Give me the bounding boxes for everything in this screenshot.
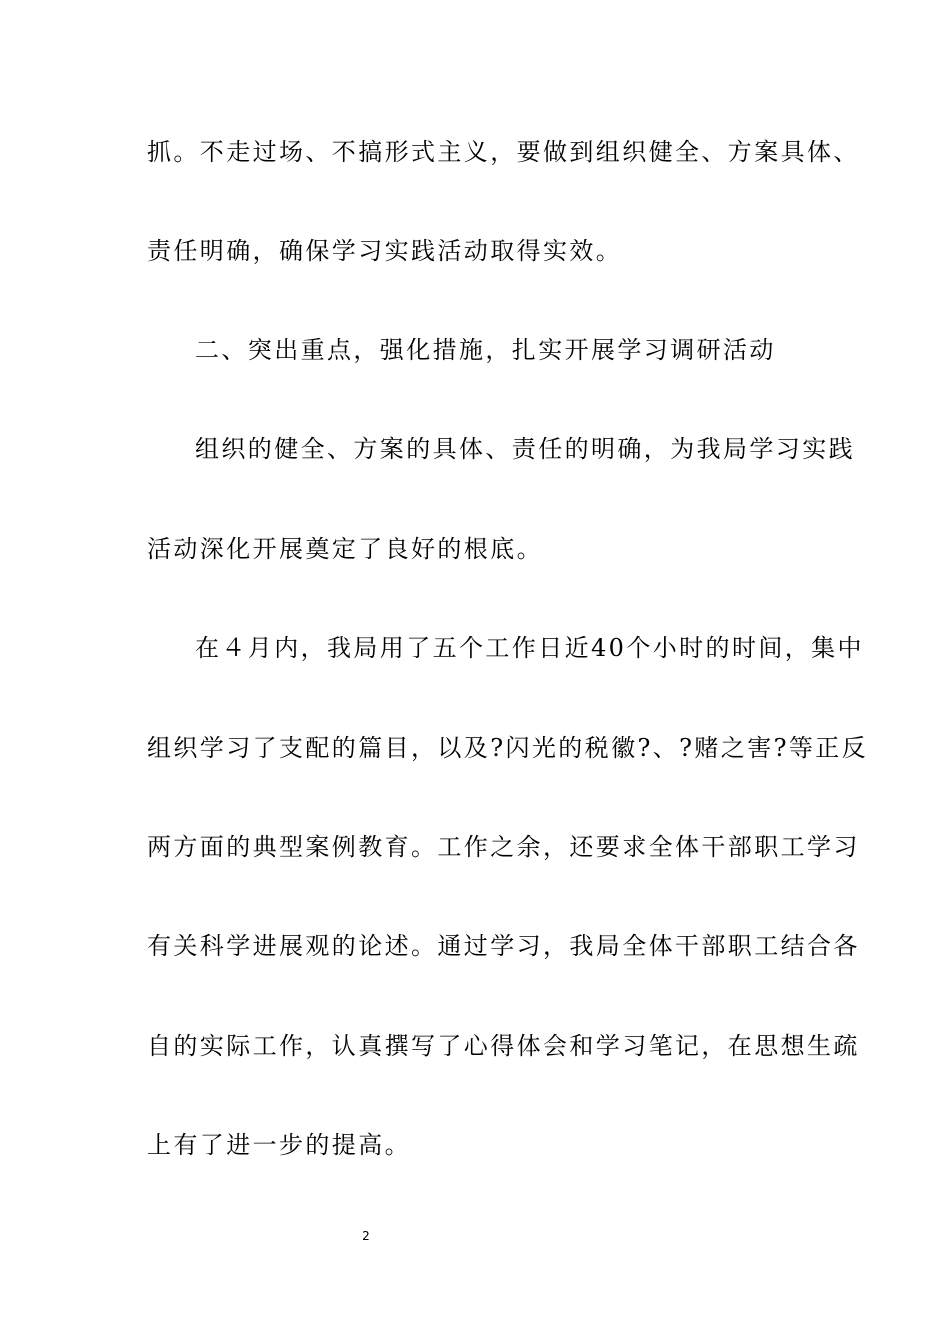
body-text-line: 两方面的典型案例教育。工作之余，还要求全体干部职工学习 (147, 833, 860, 861)
page-number: 2 (362, 1229, 370, 1243)
body-text-line: 抓。不走过场、不搞形式主义，要做到组织健全、方案具体、 (147, 138, 860, 166)
body-text-line: 上有了进一步的提高。 (147, 1131, 411, 1159)
body-text-line: 自的实际工作，认真撰写了心得体会和学习笔记，在思想生疏 (147, 1032, 860, 1060)
section-heading: 二、突出重点，强化措施，扎实开展学习调研活动 (195, 336, 776, 364)
body-text-line: 组织学习了支配的篇目，以及?闪光的税徽?、?赌之害?等正反 (147, 734, 869, 762)
body-text-line: 在４月内，我局用了五个工作日近40个小时的时间，集中 (195, 634, 864, 662)
body-text-line: 活动深化开展奠定了良好的根底。 (147, 535, 543, 563)
body-text-line: 责任明确，确保学习实践活动取得实效。 (147, 237, 623, 265)
body-text-line: 组织的健全、方案的具体、责任的明确，为我局学习实践 (195, 435, 855, 463)
body-text-line: 有关科学进展观的论述。通过学习，我局全体干部职工结合各 (147, 932, 860, 960)
